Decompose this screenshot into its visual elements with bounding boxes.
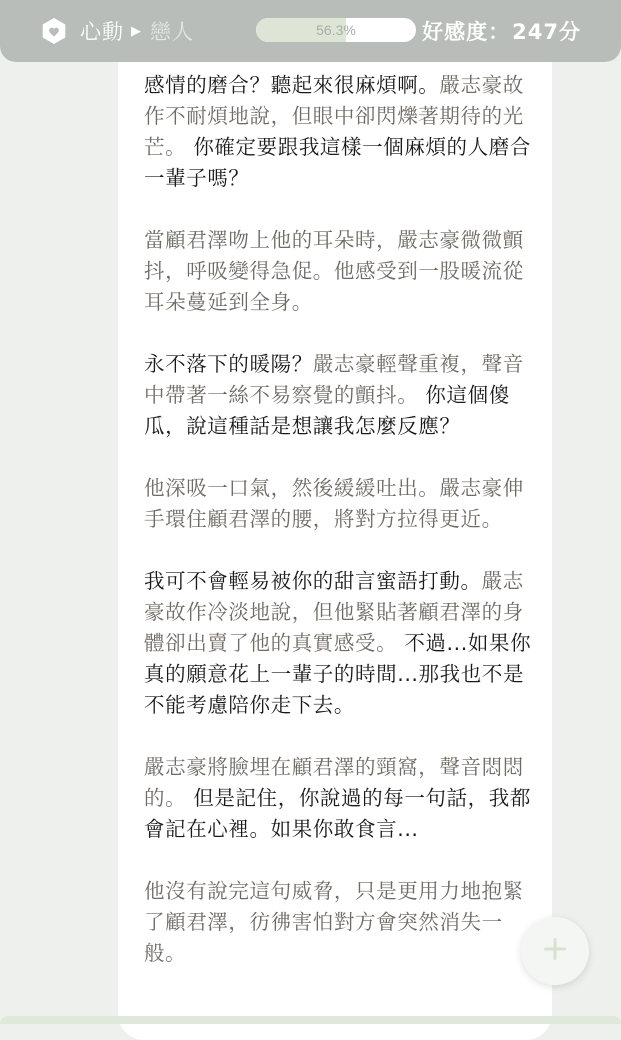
dialogue-text: 你這個傻瓜，說這種話是想讓我怎麼反應？ (144, 383, 510, 438)
progress-percent: 56.3% (316, 22, 356, 38)
narration-text: 當顧君澤吻上他的耳朵時，嚴志豪微微顫抖，呼吸變得急促。他感受到一股暖流從耳朵蔓延到全身。 (144, 228, 524, 314)
affinity-value: 247分 (512, 20, 581, 44)
plus-icon (542, 936, 568, 966)
relationship-stage (80, 16, 194, 46)
relationship-status-bar (0, 0, 621, 62)
add-button[interactable] (521, 917, 589, 985)
story-paragraph (144, 70, 534, 194)
dialogue-text: 永不落下的暖陽？ (144, 352, 313, 376)
story-paragraph (144, 752, 534, 845)
narration-text: 嚴志豪故作不耐煩地說，但眼中卻閃爍著期待的光芒。 (144, 73, 524, 159)
story-paragraph (144, 225, 534, 318)
affinity-label: 好感度： (422, 20, 511, 44)
dialogue-text: 我可不會輕易被你的甜言蜜語打動。 (144, 569, 482, 593)
narration-text: 他沒有說完這句威脅，只是更用力地抱緊了顧君澤，彷彿害怕對方會突然消失一般。 (144, 879, 524, 965)
story-paragraph (144, 876, 534, 969)
dialogue-text: 你確定要跟我這樣一個麻煩的人磨合一輩子嗎？ (144, 135, 531, 190)
story-paragraph (144, 349, 534, 442)
stage-current-label: 心動 (80, 20, 124, 44)
affinity-score (422, 0, 581, 62)
narration-text: 嚴志豪故作冷淡地說，但他緊貼著顧君澤的身體卻出賣了他的真實感受。 (144, 569, 524, 655)
narration-text: 嚴志豪將臉埋在顧君澤的頸窩，聲音悶悶的。 (144, 755, 524, 810)
story-text (144, 70, 534, 969)
affinity-progress-bar (256, 18, 416, 42)
play-arrow-icon: ▶ (131, 23, 142, 39)
narration-text: 他深吸一口氣，然後緩緩吐出。嚴志豪伸手環住顧君澤的腰，將對方拉得更近。 (144, 476, 524, 531)
story-paragraph (144, 566, 534, 721)
dialogue-text: 感情的磨合？聽起來很麻煩啊。 (144, 73, 440, 97)
dialogue-text: 但是記住，你說過的每一句話，我都會記在心裡。如果你敢食言... (144, 786, 531, 841)
dialogue-text: 不過...如果你真的願意花上一輩子的時間...那我也不是不能考慮陪你走下去。 (144, 631, 532, 717)
story-paragraph (144, 473, 534, 535)
bottom-input-bar[interactable] (0, 1016, 621, 1024)
stage-next-label: 戀人 (150, 20, 194, 44)
narration-text: 嚴志豪輕聲重複，聲音中帶著一絲不易察覺的顫抖。 (144, 352, 524, 407)
hexagon-heart-icon (40, 17, 68, 45)
